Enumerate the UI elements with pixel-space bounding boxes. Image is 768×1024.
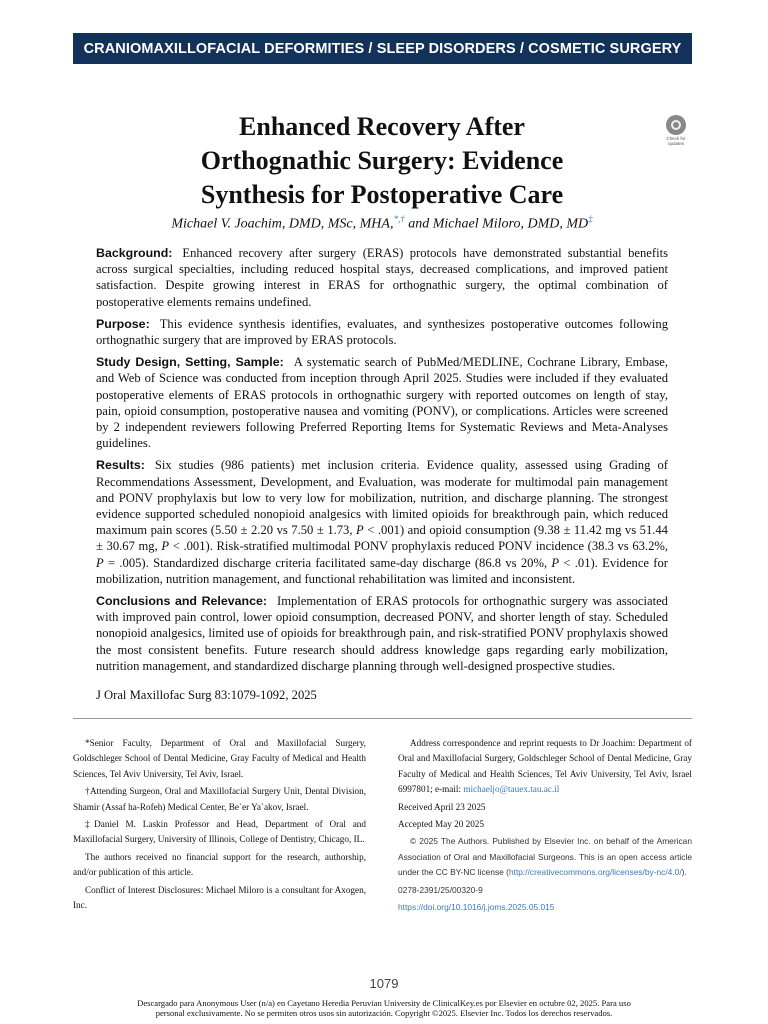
footnote-conflicts: Conflict of Interest Disclosures: Michael Miloro is a consultant for Axogen, Inc. <box>73 884 366 911</box>
author-2: Michael Miloro, DMD, MD <box>432 216 589 232</box>
footnote-divider <box>73 718 692 719</box>
page-number: 1079 <box>369 976 399 991</box>
title-line-2: Orthognathic Surgery: Evidence <box>200 146 564 175</box>
abstract-background <box>96 245 668 310</box>
design-text: A systematic search of PubMed/MEDLINE, Cochrane Library, Embase, and Web of Science was conducted from inception through April 2025. Studies were included if they evaluated postoperative elements of ERAS protocols in orthognathic surgery with reported outcomes on length of stay, pain, opioid consumption, postoperative nausea and vomiting (PONV), or complications. Articles were screened by 2 independent reviewers following Preferred Reporting Items for Systematic Reviews and Meta-Analyses guidelines. <box>96 355 668 451</box>
title-line-1: Enhanced Recovery After <box>239 112 525 141</box>
correspondence-address <box>398 736 692 798</box>
p-value-symbol: P <box>96 555 104 570</box>
doi-link[interactable]: https://doi.org/10.1016/j.joms.2025.05.015 <box>398 902 555 913</box>
author-line <box>96 214 668 233</box>
author-1-affiliation-marks[interactable]: *,† <box>393 214 405 224</box>
p-value-symbol: P <box>161 539 170 554</box>
background-label: Background: <box>96 246 173 260</box>
results-text-5: < .01). Evidence for mobilization, nutrition management, and functional rehabilitation was limited and inconsistent. <box>96 555 668 586</box>
footnotes-right <box>398 736 692 917</box>
footnote-funding: The authors received no financial support for the research, authorship, and/or publication of this article. <box>73 851 366 878</box>
license-link[interactable]: http://creativecommons.org/licenses/by-nc/4.0/ <box>508 867 682 878</box>
email-link[interactable]: michaeljo@tauex.tau.ac.il <box>463 784 560 795</box>
purpose-text: This evidence synthesis identifies, evaluates, and synthesizes postoperative outcomes following orthognathic surgery that are improved by ERAS protocols. <box>96 316 668 348</box>
results-text-4: = .005). Standardized discharge criteria facilitated same-day discharge (86.8 vs 20%, <box>108 555 548 570</box>
issn: 0278-2391/25/00320-9 <box>398 884 483 895</box>
title-line-3: Synthesis for Postoperative Care <box>200 180 564 209</box>
footnote-affiliation-1: *Senior Faculty, Department of Oral and Maxillofacial Surgery, Goldschleger School of Dental Medicine, Gray Faculty of Medical and Health Sciences, Tel Aviv University, Tel Aviv, Israel. <box>73 738 366 779</box>
p-value-symbol: P <box>356 523 364 538</box>
copyright-end: ). <box>681 867 687 878</box>
abstract-purpose <box>96 316 668 348</box>
footnote-affiliation-2: †Attending Surgeon, Oral and Maxillofacial Surgery Unit, Dental Division, Shamir (Assaf ha-Rofeh) Medical Center, Be`er Ya`akov, Israel. <box>73 786 366 812</box>
background-text: Enhanced recovery after surgery (ERAS) protocols have demonstrated substantial benefits across surgical specialties, including reduced hospital stays, decreased complications, and improved patient satisfaction. Despite growing interest in ERAS for orthognathic surgery, the optimal combination of postoperative elements remains undefined. <box>96 246 668 309</box>
check-for-updates-badge[interactable] <box>662 115 690 149</box>
results-text-2: < .001) and opioid consumption (9.38 ± 11.42 mg vs 51.44 ± 30.67 mg, <box>96 523 668 554</box>
author-2-affiliation-marks[interactable]: ‡ <box>588 214 593 224</box>
results-text-3: < .001). Risk-stratified multimodal PONV prophylaxis reduced PONV incidence (38.3 vs 63.2%, <box>172 539 669 554</box>
article-title <box>96 110 668 212</box>
results-label: Results: <box>96 458 145 473</box>
abstract-results <box>96 457 668 587</box>
copyright-text: © 2025 The Authors. Published by Elsevier Inc. on behalf of the American Association of Oral and Maxillofacial Surgeons. This is an open access article under the CC BY-NC license ( <box>398 836 692 878</box>
check-updates-text: Check for updates <box>666 136 686 146</box>
conclusions-label: Conclusions and Relevance: <box>96 594 268 609</box>
p-value-symbol: P <box>551 555 560 570</box>
check-updates-icon <box>666 115 686 135</box>
author-1: Michael V. Joachim, DMD, MSc, MHA, <box>171 216 394 232</box>
purpose-label: Purpose: <box>96 316 150 331</box>
copyright-notice <box>398 834 692 880</box>
journal-citation: J Oral Maxillofac Surg 83:1079-1092, 2025 <box>96 688 317 702</box>
conclusions-text: Implementation of ERAS protocols for orthognathic surgery was associated with improved pain control, lower opioid consumption, decreased PONV, and shorter length of stay. Scheduled nonopioid analgesics, limited use of opioids for breakthrough pain, and risk-stratified PONV prophylaxis showed the most consistent benefits. Future research should address knowledge gaps regarding early mobilization, nutrition management, and standardized discharge planning through well-designed prospective studies. <box>96 594 668 673</box>
download-notice-line-1: Descargado para Anonymous User (n/a) en Cayetano Heredia Peruvian University de ClinicalKey.es por Elsevier en octubre 02, 2025. Para uso <box>137 998 631 1008</box>
design-label: Study Design, Setting, Sample: <box>96 355 284 370</box>
footnote-affiliation-3: ‡Daniel M. Laskin Professor and Head, Department of Oral and Maxillofacial Surgery, University of Illinois, College of Dentistry, Chicago, IL. <box>73 819 366 845</box>
download-notice <box>110 998 658 1018</box>
results-text-1: Six studies (986 patients) met inclusion criteria. Evidence quality, assessed using Grading of Recommendations Assessment, Development, and Evaluation, was moderate for multimodal pain management and PONV prophylaxis but low to very low for mobilization, nutrition, and discharge planning. The strongest evidence supported scheduled nonopioid analgesics with limited opioids for breakthrough pain, which reduced maximum pain scores (5.50 ± 2.20 vs 7.50 ± 1.73, <box>96 458 668 538</box>
received-date: Received April 23 2025 <box>398 801 486 812</box>
footnotes-left <box>73 736 366 915</box>
abstract <box>96 245 668 680</box>
address-text: Address correspondence and reprint requests to Dr Joachim: Department of Oral and Maxillofacial Surgery, Goldschleger School of Dental Medicine, Gray Faculty of Medical and Health Sciences, Tel Aviv University, Tel Aviv, Israel 6997801; e-mail: <box>398 738 692 795</box>
section-banner: CRANIOMAXILLOFACIAL DEFORMITIES / SLEEP DISORDERS / COSMETIC SURGERY <box>73 33 692 64</box>
abstract-design <box>96 354 668 451</box>
abstract-conclusions <box>96 593 668 674</box>
download-notice-line-2: personal exclusivamente. No se permiten otros usos sin autorización. Copyright ©2025. Elsevier Inc. Todos los derechos reservados. <box>155 1008 613 1018</box>
accepted-date: Accepted May 20 2025 <box>398 819 484 830</box>
author-join: and <box>404 216 433 232</box>
